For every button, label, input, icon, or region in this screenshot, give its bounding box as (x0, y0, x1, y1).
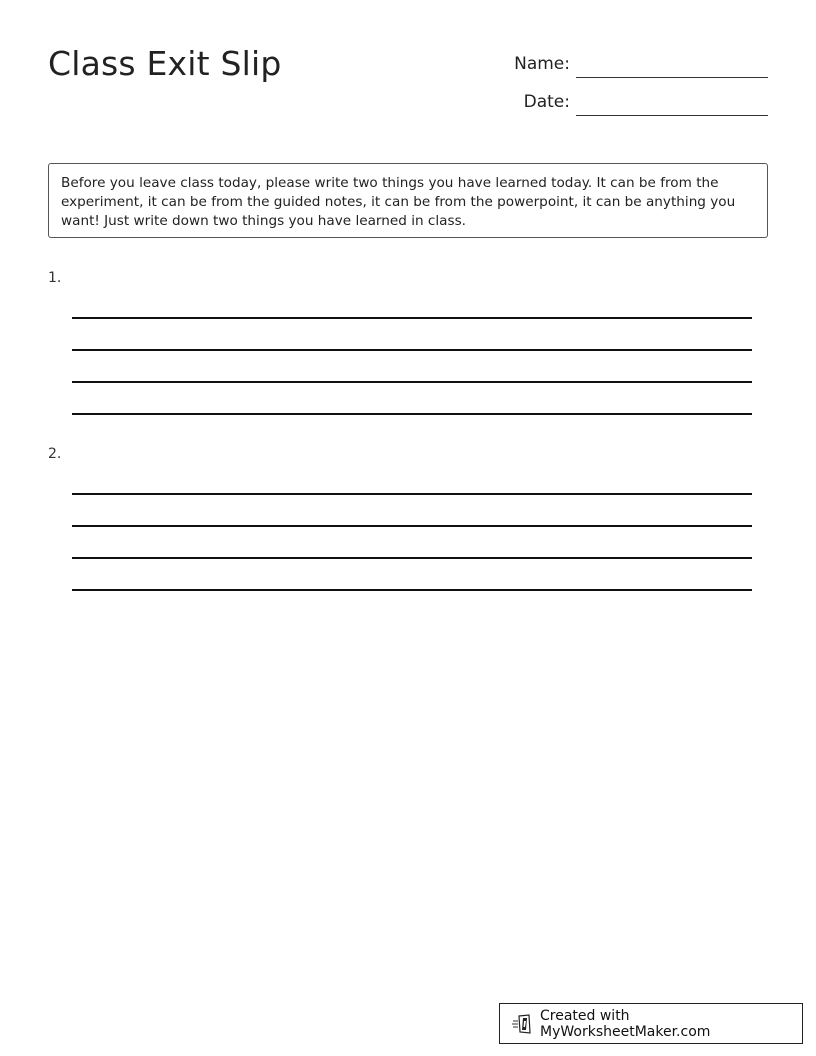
question-number: 2. (48, 446, 62, 462)
date-line[interactable] (576, 115, 768, 116)
date-label: Date: (523, 92, 570, 112)
worksheet-title: Class Exit Slip (48, 44, 282, 83)
footer-badge[interactable] (499, 1003, 803, 1044)
name-field[interactable] (470, 50, 768, 78)
question-1 (48, 270, 752, 420)
answer-line[interactable] (72, 317, 752, 319)
question-2 (48, 446, 752, 596)
instructions-box: Before you leave class today, please write two things you have learned today. It can be from the experiment, it can be from the guided notes, it can be from the powerpoint, it can be anything you want! Just write down two things you have learned in class. (48, 163, 768, 238)
answer-line[interactable] (72, 557, 752, 559)
answer-line[interactable] (72, 493, 752, 495)
name-line[interactable] (576, 77, 768, 78)
date-field[interactable] (470, 88, 768, 116)
name-label: Name: (514, 54, 570, 74)
question-number: 1. (48, 270, 62, 286)
footer-text[interactable]: Created with MyWorksheetMaker.com (540, 1007, 711, 1040)
answer-line[interactable] (72, 381, 752, 383)
answer-line[interactable] (72, 589, 752, 591)
answer-line[interactable] (72, 413, 752, 415)
worksheet-maker-logo-icon (512, 1013, 534, 1035)
answer-line[interactable] (72, 349, 752, 351)
answer-line[interactable] (72, 525, 752, 527)
